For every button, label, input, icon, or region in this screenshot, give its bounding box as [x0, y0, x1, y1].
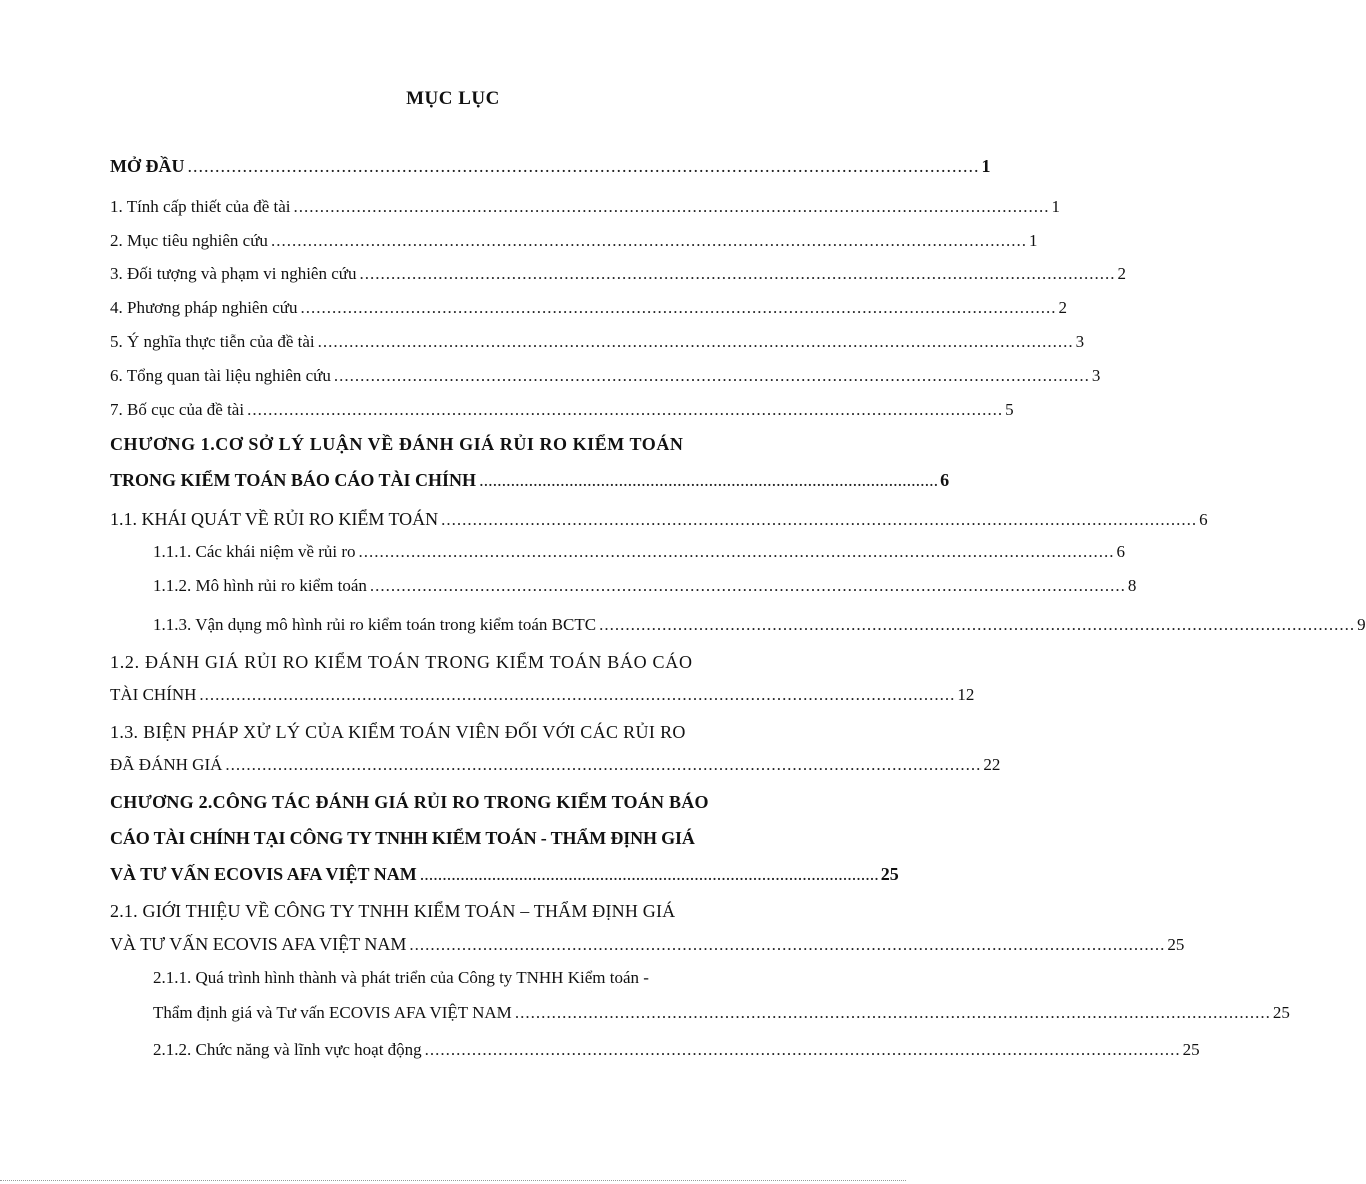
toc-entry-chapter-1[interactable]	[110, 427, 778, 461]
toc-entry-label: ĐÃ ĐÁNH GIÁ	[110, 755, 223, 774]
toc-entry-label: TRONG KIỂM TOÁN BÁO CÁO TÀI CHÍNH	[110, 470, 477, 490]
toc-entry-label: 1.1.3. Vận dụng mô hình rủi ro kiểm toán trong kiểm toán BCTC	[153, 615, 597, 634]
toc-leader: ................................................................................................................................................	[247, 400, 1004, 419]
toc-entry[interactable]	[153, 1033, 1200, 1067]
toc-page-number: 25	[1182, 1040, 1200, 1059]
toc-entry-intro[interactable]	[110, 149, 991, 183]
toc-leader: ................................................................................................................................................	[225, 755, 982, 774]
toc-entry-label: 7. Bố cục của đề tài	[110, 400, 245, 419]
toc-entry[interactable]	[110, 224, 1038, 258]
toc-page-number: 25	[1272, 1003, 1290, 1022]
toc-entry[interactable]	[110, 257, 1126, 291]
toc-leader: ................................................................................................................................................	[514, 1003, 1271, 1022]
toc-entry[interactable]	[110, 325, 1085, 359]
toc-page-number: 5	[1005, 400, 1014, 419]
toc-page-number: 25	[880, 864, 899, 884]
toc-entry-label: 1.2. ĐÁNH GIÁ RỦI RO KIỂM TOÁN TRONG KIỂM TOÁN BÁO CÁO	[110, 652, 693, 672]
toc-entry-label: 2.1. GIỚI THIỆU VỀ CÔNG TY TNHH KIỂM TOÁN – THẨM ĐỊNH GIÁ	[110, 901, 676, 921]
toc-entry[interactable]	[110, 190, 1060, 224]
toc-leader: ......................................................................................................	[479, 470, 939, 490]
toc-leader: ................................................................................................................................................	[424, 1040, 1181, 1059]
toc-entry[interactable]	[153, 535, 1126, 569]
toc-entry-label: 1.1.2. Mô hình rủi ro kiểm toán	[153, 576, 367, 595]
toc-entry-label: 1.1. KHÁI QUÁT VỀ RỦI RO KIỂM TOÁN	[110, 509, 439, 529]
toc-page-number: 1	[981, 156, 991, 176]
toc-entry-label: 3. Đối tượng và phạm vi nghiên cứu	[110, 264, 357, 283]
toc-page-number: 22	[983, 755, 1001, 774]
toc-leader: ................................................................................................................................................	[599, 615, 1356, 634]
toc-entry-label: 5. Ý nghĩa thực tiễn của đề tài	[110, 332, 315, 351]
toc-entry-label: Thẩm định giá và Tư vấn ECOVIS AFA VIỆT NAM	[153, 1003, 512, 1022]
toc-leader: ................................................................................................................................................	[409, 935, 1166, 954]
toc-leader: ................................................................................................................................................	[187, 156, 980, 176]
toc-entry-cont[interactable]	[110, 678, 975, 712]
toc-entry-label: 6. Tổng quan tài liệu nghiên cứu	[110, 366, 331, 385]
toc-leader: ................................................................................................................................................	[199, 685, 956, 704]
toc-entry-label: VÀ TƯ VẤN ECOVIS AFA VIỆT NAM	[110, 864, 417, 884]
toc-page-number: 1	[1028, 231, 1038, 250]
toc-page-number: 2	[1058, 298, 1067, 317]
toc-entry-cont[interactable]	[153, 996, 1290, 1030]
page-bottom-divider	[0, 1180, 906, 1182]
toc-page-number: 8	[1127, 576, 1137, 595]
toc-entry-label: 2.1.2. Chức năng và lĩnh vực hoạt động	[153, 1040, 422, 1059]
toc-entry[interactable]	[110, 502, 1208, 536]
toc-page-number: 6	[940, 470, 950, 490]
toc-page-number: 1	[1051, 197, 1060, 216]
toc-entry-chapter-2-cont[interactable]	[110, 821, 778, 855]
toc-entry-label: TÀI CHÍNH	[110, 685, 197, 704]
toc-entry-cont[interactable]	[110, 927, 1185, 961]
toc-entry-label: CHƯƠNG 1.CƠ SỞ LÝ LUẬN VỀ ĐÁNH GIÁ RỦI RO KIỂM TOÁN	[110, 434, 684, 454]
toc-page-number: 6	[1199, 510, 1208, 529]
toc-entry-label: 1.1.1. Các khái niệm về rủi ro	[153, 542, 356, 561]
toc-page-number: 6	[1116, 542, 1126, 561]
toc-leader: ................................................................................................................................................	[270, 231, 1027, 250]
toc-entry[interactable]	[110, 645, 778, 679]
toc-page-number: 3	[1091, 366, 1101, 385]
toc-entry-cont[interactable]	[110, 748, 1001, 782]
toc-leader: ................................................................................................................................................	[358, 542, 1115, 561]
toc-entry[interactable]	[153, 961, 778, 995]
toc-page-number: 2	[1117, 264, 1126, 283]
toc-leader: ................................................................................................................................................	[333, 366, 1090, 385]
toc-entry-label: VÀ TƯ VẤN ECOVIS AFA VIỆT NAM	[110, 934, 407, 954]
toc-entry[interactable]	[110, 715, 778, 749]
toc-entry[interactable]	[153, 569, 1137, 603]
toc-leader: ................................................................................................................................................	[317, 332, 1074, 351]
toc-entry-label: 1.3. BIỆN PHÁP XỬ LÝ CỦA KIỂM TOÁN VIÊN ĐỐI VỚI CÁC RỦI RO	[110, 722, 686, 742]
toc-leader: ................................................................................................................................................	[369, 576, 1126, 595]
toc-entry-label: MỞ ĐẦU	[110, 156, 185, 176]
toc-leader: ................................................................................................................................................	[359, 264, 1116, 283]
toc-entry-label: 1. Tính cấp thiết của đề tài	[110, 197, 291, 216]
toc-leader: ................................................................................................................................................	[293, 197, 1050, 216]
toc-entry[interactable]	[110, 894, 778, 928]
toc-entry-label: CHƯƠNG 2.CÔNG TÁC ĐÁNH GIÁ RỦI RO TRONG KIỂM TOÁN BÁO	[110, 792, 709, 812]
toc-page-number: 12	[957, 685, 975, 704]
toc-entry-label: 2.1.1. Quá trình hình thành và phát triển của Công ty TNHH Kiểm toán -	[153, 968, 649, 987]
toc-entry-label: CÁO TÀI CHÍNH TẠI CÔNG TY TNHH KIỂM TOÁN - THẨM ĐỊNH GIÁ	[110, 828, 695, 848]
toc-leader: ......................................................................................................	[419, 864, 879, 884]
toc-entry-label: 4. Phương pháp nghiên cứu	[110, 298, 298, 317]
toc-entry-chapter-2-cont[interactable]	[110, 857, 899, 891]
toc-entry-chapter-2[interactable]	[110, 785, 778, 819]
toc-leader: ................................................................................................................................................	[441, 510, 1198, 529]
toc-page-number: 9	[1357, 615, 1366, 634]
toc-page-number: 25	[1167, 935, 1185, 954]
toc-entry-chapter-1-cont[interactable]	[110, 463, 950, 497]
toc-entry[interactable]	[153, 608, 1366, 642]
toc-entry[interactable]	[110, 359, 1101, 393]
toc-page-number: 3	[1075, 332, 1085, 351]
toc-entry[interactable]	[110, 291, 1067, 325]
toc-leader: ................................................................................................................................................	[300, 298, 1057, 317]
page-title: MỤC LỤC	[406, 88, 500, 109]
toc-entry[interactable]	[110, 393, 1014, 427]
toc-entry-label: 2. Mục tiêu nghiên cứu	[110, 231, 268, 250]
